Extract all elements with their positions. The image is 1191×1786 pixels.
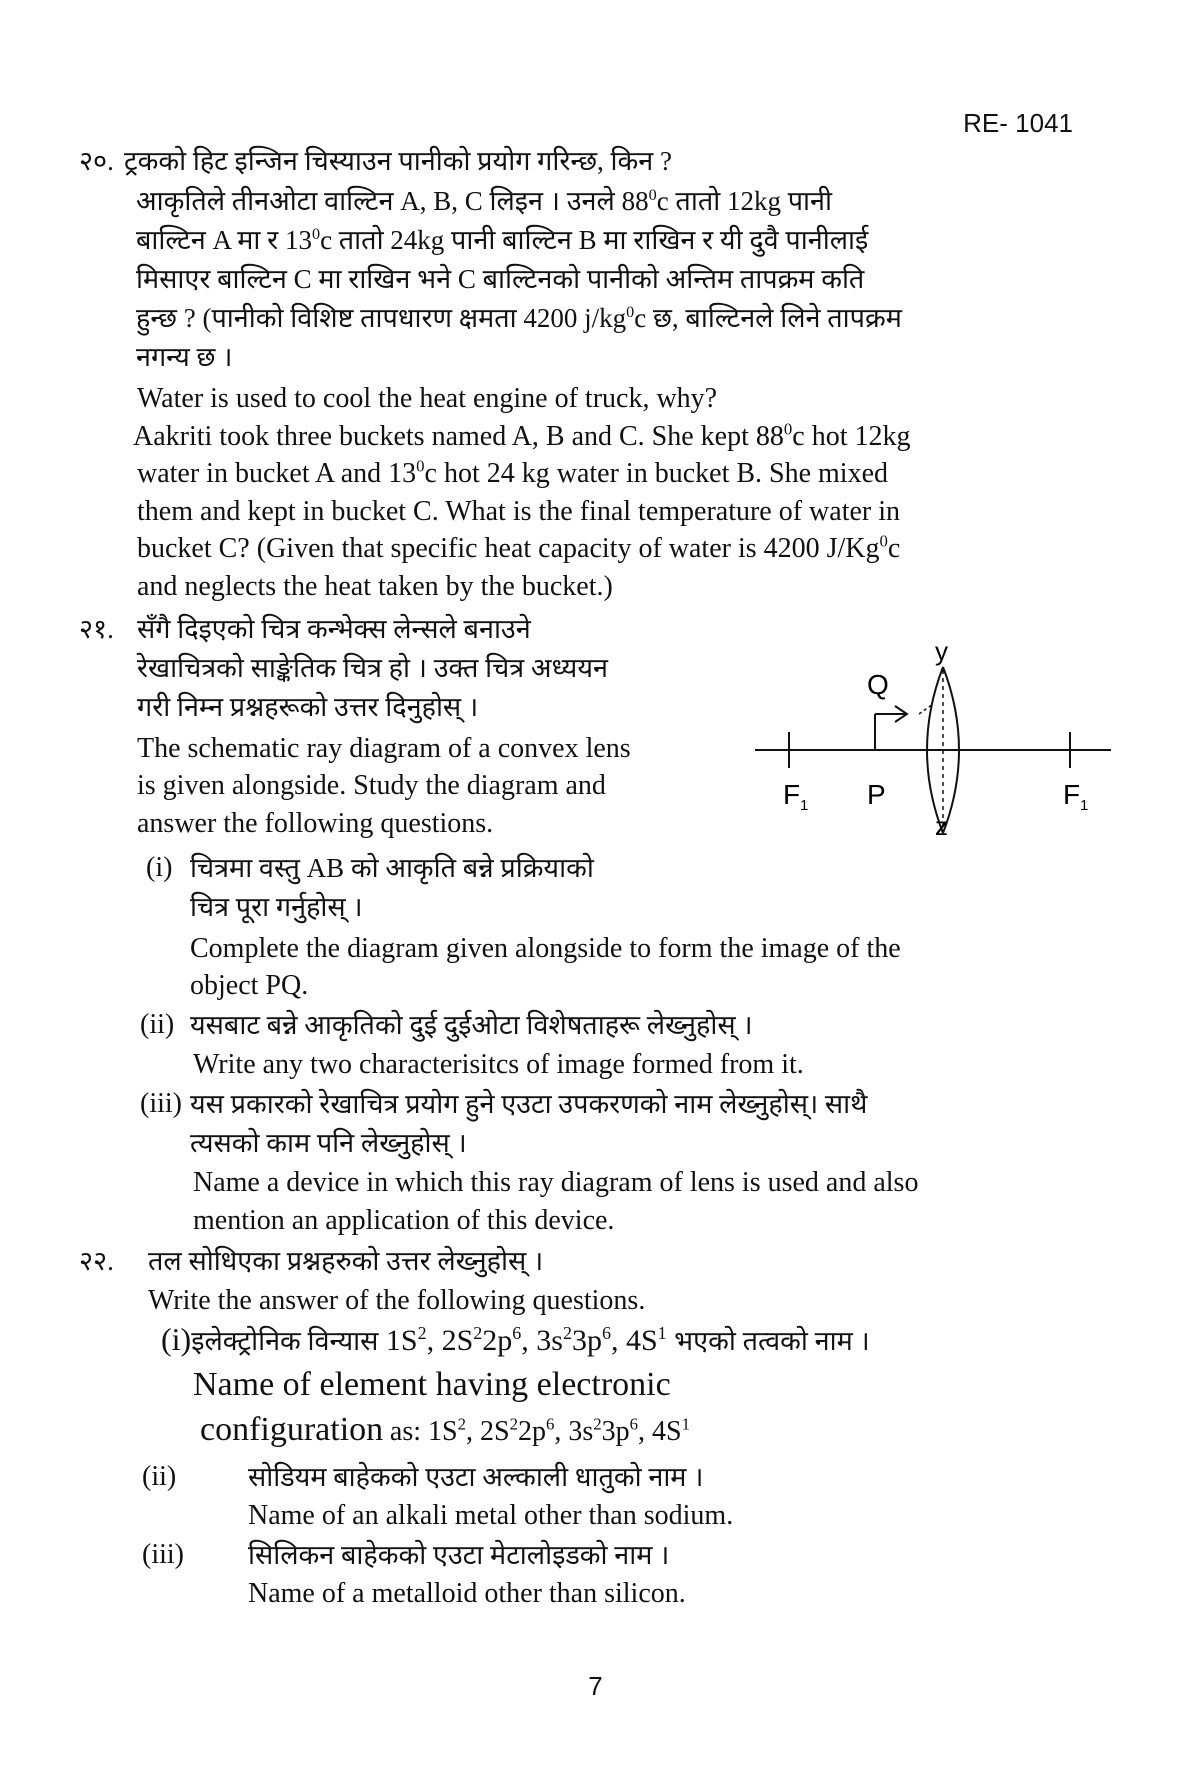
q20-nepali-line4: हुन्छ ? (पानीको विशिष्ट तापधारण क्षमता 4200 $j/kg^0c$ छ, बाल्टिनले लिने तापक्रम [136, 303, 902, 333]
q20-english-line1: Aakriti took three buckets named A, B and C. She kept $88^0c$ hot 12kg [133, 419, 911, 452]
q22-iii-english: Name of a metalloid other than silicon. [248, 1578, 686, 1609]
paper-code: RE- 1041 [963, 108, 1073, 138]
q22-nepali-intro: तल सोधिएका प्रश्नहरुको उत्तर लेख्नुहोस् । [148, 1246, 544, 1276]
q21-iii-english1: Name a device in which this ray diagram of lens is used and also [193, 1167, 919, 1198]
q20-english-line4: bucket C? (Given that specific heat capacity of water is 4200 J/Kg$^0$c [137, 531, 901, 564]
q20-nepali-line5: नगन्य छ । [136, 342, 233, 372]
q21-i-english1: Complete the diagram given alongside to form the image of the [190, 933, 901, 964]
q21-nepali-line3: गरी निम्न प्रश्नहरूको उत्तर दिनुहोस् । [137, 692, 479, 722]
q22-ii-english: Name of an alkali metal other than sodium. [248, 1500, 734, 1531]
q21-i-nepali1: चित्रमा वस्तु AB को आकृति बन्ने प्रक्रियाको [190, 853, 594, 883]
q22-english-intro: Write the answer of the following questions. [148, 1285, 646, 1316]
q21-iii-nepali2: त्यसको काम पनि लेख्नुहोस् । [190, 1128, 467, 1158]
q22-number: २२. [79, 1246, 114, 1276]
label-z: z [935, 811, 948, 841]
q21-nepali-line1: सँगै दिइएको चित्र कन्भेक्स लेन्सले बनाउने [137, 614, 531, 644]
q21-english-line1: The schematic ray diagram of a convex lens [137, 733, 631, 764]
label-q: Q [867, 669, 889, 700]
q21-iii-number: (iii) [140, 1088, 182, 1119]
q21-english-line3: answer the following questions. [137, 808, 494, 839]
q20-english-line5: and neglects the heat taken by the bucket.) [137, 571, 613, 602]
q22-i-line: (i)इलेक्ट्रोनिक विन्यास $1S^2$, $2S^22p^6$, $3s^23p^6$, $4S^1$ भएको तत्वको नाम । [161, 1321, 870, 1357]
q21-i-nepali2: चित्र पूरा गर्नुहोस् । [190, 892, 363, 922]
q22-i-english2: configuration as: $1S^2$, $2S^22p^6$, $3s^23p^6$, $4S^1$ [200, 1411, 691, 1448]
q21-i-english2: object PQ. [190, 970, 309, 1001]
convex-lens-ray-diagram [755, 632, 1115, 842]
q21-ii-nepali: यसबाट बन्ने आकृतिको दुई दुईओटा विशेषताहरू लेख्नुहोस् । [190, 1010, 753, 1040]
q22-ii-number: (ii) [142, 1461, 177, 1492]
q21-english-line2: is given alongside. Study the diagram and [137, 770, 606, 801]
label-f1-left-sub: 1 [800, 797, 809, 814]
q21-ii-english: Write any two characterisitcs of image formed from it. [193, 1049, 804, 1080]
q20-nepali-line1: आकृतिले तीनओटा वाल्टिन A, B, C लिइन । उनले $88^0c$ तातो 12kg पानी [136, 186, 833, 216]
q20-english-question: Water is used to cool the heat engine of truck, why? [137, 383, 718, 414]
q21-iii-nepali1: यस प्रकारको रेखाचित्र प्रयोग हुने एउटा उपकरणको नाम लेख्नुहोस्। साथै [190, 1089, 868, 1119]
label-y: y [935, 636, 948, 666]
config-inline: $1S^2$, $2S^22p^6$, $3s^23p^6$, $4S^1$ [385, 1323, 667, 1357]
q20-nepali-question: ट्रकको हिट इन्जिन चिस्याउन पानीको प्रयोग गरिन्छ, किन ? [124, 146, 672, 176]
page-number: 7 [588, 1671, 603, 1701]
label-f1-left: F [783, 779, 801, 810]
q20-nepali-line2: बाल्टिन A मा र $13^0c$ तातो 24kg पानी बाल्टिन B मा राखिन र यी दुवै पानीलाई [136, 225, 869, 255]
q20-english-line2: water in bucket A and $13^0c$ hot 24 kg water in bucket B. She mixed [137, 456, 889, 489]
q22-iii-number: (iii) [142, 1539, 184, 1570]
q20-number: २०. [79, 146, 114, 176]
q21-i-number: (i) [146, 852, 173, 883]
label-p: P [867, 779, 886, 810]
q22-iii-nepali: सिलिकन बाहेकको एउटा मेटालोइडको नाम । [248, 1540, 670, 1570]
q21-ii-number: (ii) [140, 1009, 175, 1040]
q22-i-english1: Name of element having electronic [193, 1366, 671, 1403]
label-f1-right-sub: 1 [1080, 797, 1089, 814]
label-f1-right: F [1063, 779, 1081, 810]
q21-iii-english2: mention an application of this device. [193, 1205, 615, 1236]
q22-ii-nepali: सोडियम बाहेकको एउटा अल्काली धातुको नाम । [248, 1462, 704, 1492]
q21-number: २१. [79, 614, 114, 644]
q20-nepali-line3: मिसाएर बाल्टिन C मा राखिन भने C बाल्टिनको पानीको अन्तिम तापक्रम कति [136, 264, 865, 294]
q20-english-line3: them and kept in bucket C. What is the final temperature of water in [137, 496, 901, 527]
q21-nepali-line2: रेखाचित्रको साङ्केतिक चित्र हो । उक्त चित्र अध्ययन [137, 653, 608, 683]
